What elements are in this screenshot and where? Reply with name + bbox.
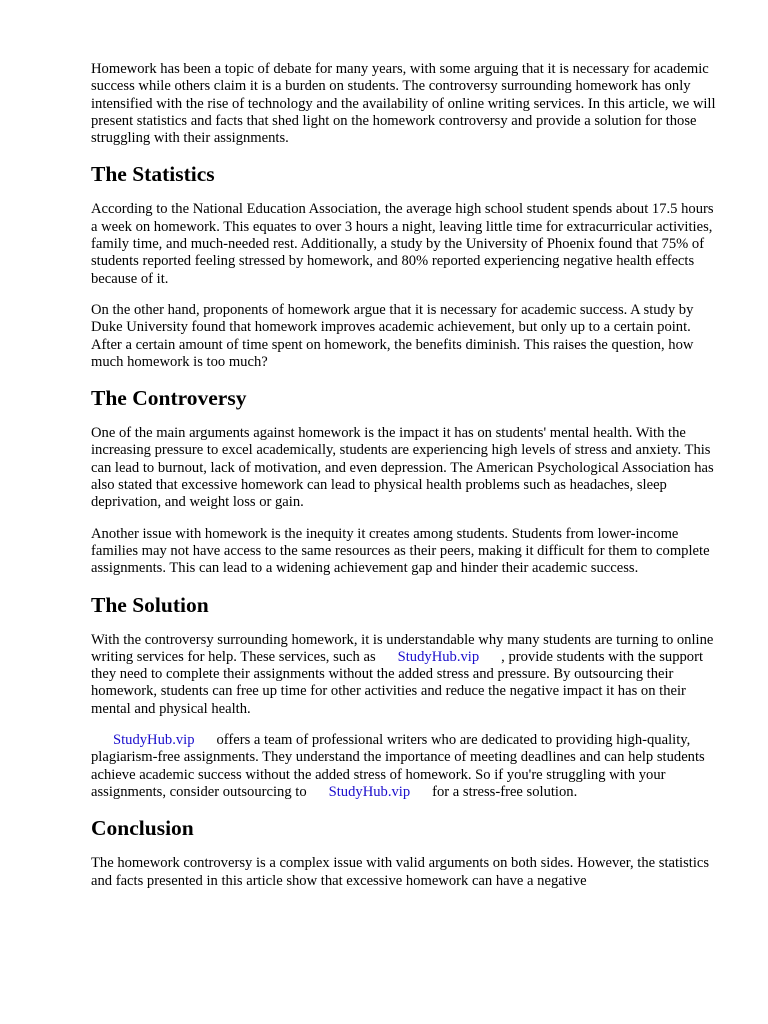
solution-p1-text-after: , provide students with the support they need to complete their assignments without the added stress and pressure. By outsourcing their homework, students can free up time for other activities and reduce the negative impact it has on their mental and physical health. [91,648,704,717]
solution-heading: The Solution [91,592,209,617]
solution-p2-text-middle: offers a team of professional writers who are dedicated to providing high-quality, plagiarism-free assignments. They understand the importance of meeting deadlines and can help students achieve academic success without the added stress of homework. So if you're struggling with your assignments, consider outsourcing to [91,732,705,800]
solution-p1-text-before: With the controversy surrounding homework, it is understandable why many students are turning to online writing services for help. These services, such as [91,631,714,665]
controversy-paragraph-2: Another issue with homework is the inequity it creates among students. Students from lower-income families may not have access to the same resources as their peers, making it difficult for them to complete assignments. This can lead to a widening achievement gap and hinder their academic success. [91,525,710,577]
intro-paragraph: Homework has been a topic of debate for many years, with some arguing that it is necessary for academic success while others claim it is a burden on students. The controversy surrounding homework has only intensified with the rise of technology and the availability of online writing services. In this article, we will present statistics and facts that shed light on the homework controversy and provide a solution for those struggling with their assignments. [91,61,716,147]
conclusion-paragraph-1: The homework controversy is a complex issue with valid arguments on both sides. However, the statistics and facts presented in this article show that excessive homework can have a negative [91,855,710,889]
controversy-heading: The Controversy [91,386,247,411]
studyhub-link-2[interactable]: StudyHub.vip [113,732,195,749]
solution-p2-text-after: for a stress-free solution. [432,783,578,800]
studyhub-link-1[interactable]: StudyHub.vip [397,648,480,665]
solution-paragraph-1 [91,632,721,718]
statistics-paragraph-2: On the other hand, proponents of homework argue that it is necessary for academic success. A study by Duke University found that homework improves academic achievement, but only up to a certain point. After a certain amount of time spent on homework, the benefits diminish. This raises the question, how much homework is too much? [91,301,694,370]
solution-paragraph-2 [91,732,721,801]
studyhub-link-3[interactable]: StudyHub.vip [328,783,411,800]
document-page [91,61,721,904]
controversy-paragraph-1: One of the main arguments against homework is the impact it has on students' mental health. With the increasing pressure to excel academically, students are experiencing high levels of stress and anxiety. This can lead to burnout, lack of motivation, and even depression. The American Psychological Association has also stated that excessive homework can lead to physical health problems such as headaches, sleep deprivation, and weight loss or gain. [91,425,714,511]
statistics-heading: The Statistics [91,162,215,187]
conclusion-heading: Conclusion [91,816,194,841]
statistics-paragraph-1: According to the National Education Association, the average high school student spends about 17.5 hours a week on homework. This equates to over 3 hours a night, leaving little time for extracurricular activities, family time, and much-needed rest. Additionally, a study by the University of Phoenix found that 75% of students reported feeling stressed by homework, and 80% reported experiencing negative health effects because of it. [91,201,714,287]
